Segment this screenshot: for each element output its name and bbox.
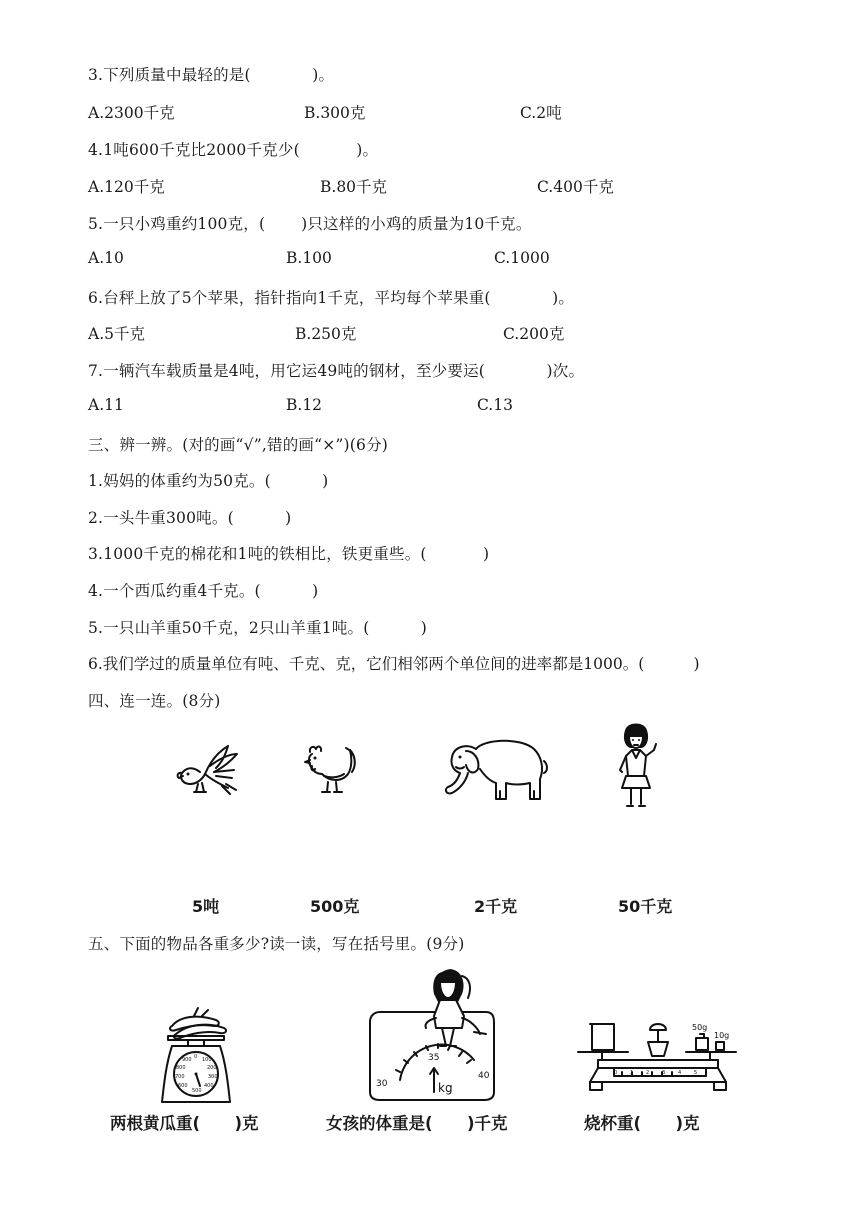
question-5: 5.一只小鸡重约100克，( )只这样的小鸡的质量为10千克。	[88, 215, 532, 233]
match-label-50-kilograms: 50千克	[618, 897, 673, 916]
q5-option-b: B.100	[286, 249, 332, 267]
kitchen-dial-500: 500	[192, 1088, 202, 1094]
q4-option-c: C.400千克	[537, 178, 614, 196]
rider-mark-0: 0	[614, 1070, 618, 1076]
kitchen-dial-300: 300	[208, 1074, 218, 1080]
match-label-500-grams: 500克	[310, 897, 360, 916]
q5-option-a: A.10	[88, 249, 124, 267]
bathroom-scale-picture	[366, 968, 498, 1104]
kitchen-dial-200: 200	[207, 1065, 217, 1071]
section-5-title: 五、下面的物品各重多少?读一读，写在括号里。(9分)	[88, 935, 465, 953]
rider-mark-4: 4	[678, 1070, 682, 1076]
kitchen-scale-picture	[158, 1006, 234, 1106]
kitchen-dial-400: 400	[204, 1083, 214, 1089]
q4-option-a: A.120千克	[88, 178, 165, 196]
q6-option-c: C.200克	[503, 325, 565, 343]
kitchen-dial-600: 600	[178, 1083, 188, 1089]
match-label-5-tonnes: 5吨	[192, 897, 220, 916]
bathroom-scale-40: 40	[478, 1071, 490, 1081]
caption-girl-weight: 女孩的体重是( )千克	[326, 1114, 508, 1133]
q7-option-a: A.11	[88, 396, 124, 414]
q6-option-b: B.250克	[295, 325, 357, 343]
parrot-picture	[170, 740, 240, 800]
q3-option-c: C.2吨	[520, 104, 562, 122]
question-6: 6.台秤上放了5个苹果，指针指向1千克，平均每个苹果重( )。	[88, 289, 575, 307]
question-3: 3.下列质量中最轻的是( )。	[88, 66, 335, 84]
q5-option-c: C.1000	[494, 249, 550, 267]
q3-option-a: A.2300千克	[88, 104, 175, 122]
q3-option-b: B.300克	[304, 104, 366, 122]
rider-mark-2: 2	[646, 1070, 650, 1076]
judge-item-4: 4.一个西瓜约重4千克。( )	[88, 582, 319, 600]
rider-mark-5: 5	[694, 1070, 698, 1076]
balance-scale-picture	[574, 1016, 742, 1106]
kitchen-dial-800: 800	[176, 1065, 186, 1071]
section-4-title: 四、连一连。(8分)	[88, 692, 221, 710]
bathroom-scale-unit: kg	[438, 1081, 453, 1095]
q6-option-a: A.5千克	[88, 325, 145, 343]
question-7: 7.一辆汽车载质量是4吨，用它运49吨的钢材，至少要运( )次。	[88, 362, 585, 380]
q7-option-c: C.13	[477, 396, 513, 414]
section-3-title: 三、辨一辨。(对的画“√”,错的画“×”)(6分)	[88, 436, 389, 454]
q7-option-b: B.12	[286, 396, 323, 414]
judge-item-6: 6.我们学过的质量单位有吨、千克、克，它们相邻两个单位间的进率都是1000。( )	[88, 655, 700, 673]
bathroom-scale-35: 35	[428, 1053, 440, 1063]
bathroom-scale-30: 30	[376, 1079, 388, 1089]
rider-mark-1: 1	[630, 1070, 634, 1076]
kitchen-dial-700: 700	[175, 1074, 185, 1080]
question-4: 4.1吨600千克比2000千克少( )。	[88, 141, 379, 159]
caption-beaker: 烧杯重( )克	[584, 1114, 700, 1133]
judge-item-2: 2.一头牛重300吨。( )	[88, 509, 292, 527]
match-label-2-kilograms: 2千克	[474, 897, 518, 916]
judge-item-3: 3.1000千克的棉花和1吨的铁相比，铁更重些。( )	[88, 545, 490, 563]
weight-50g: 50g	[692, 1023, 708, 1032]
rooster-picture	[300, 742, 358, 800]
weight-10g: 10g	[714, 1031, 730, 1040]
judge-item-5: 5.一只山羊重50千克，2只山羊重1吨。( )	[88, 619, 428, 637]
q4-option-b: B.80千克	[320, 178, 388, 196]
rider-mark-3: 3	[662, 1070, 666, 1076]
girl-picture	[612, 722, 660, 812]
kitchen-dial-900: 900	[182, 1057, 192, 1063]
kitchen-dial-100: 100	[202, 1057, 212, 1063]
judge-item-1: 1.妈妈的体重约为50克。( )	[88, 472, 329, 490]
elephant-picture	[440, 735, 548, 803]
kitchen-dial-0: 0	[194, 1054, 198, 1060]
caption-cucumbers: 两根黄瓜重( )克	[110, 1114, 259, 1133]
